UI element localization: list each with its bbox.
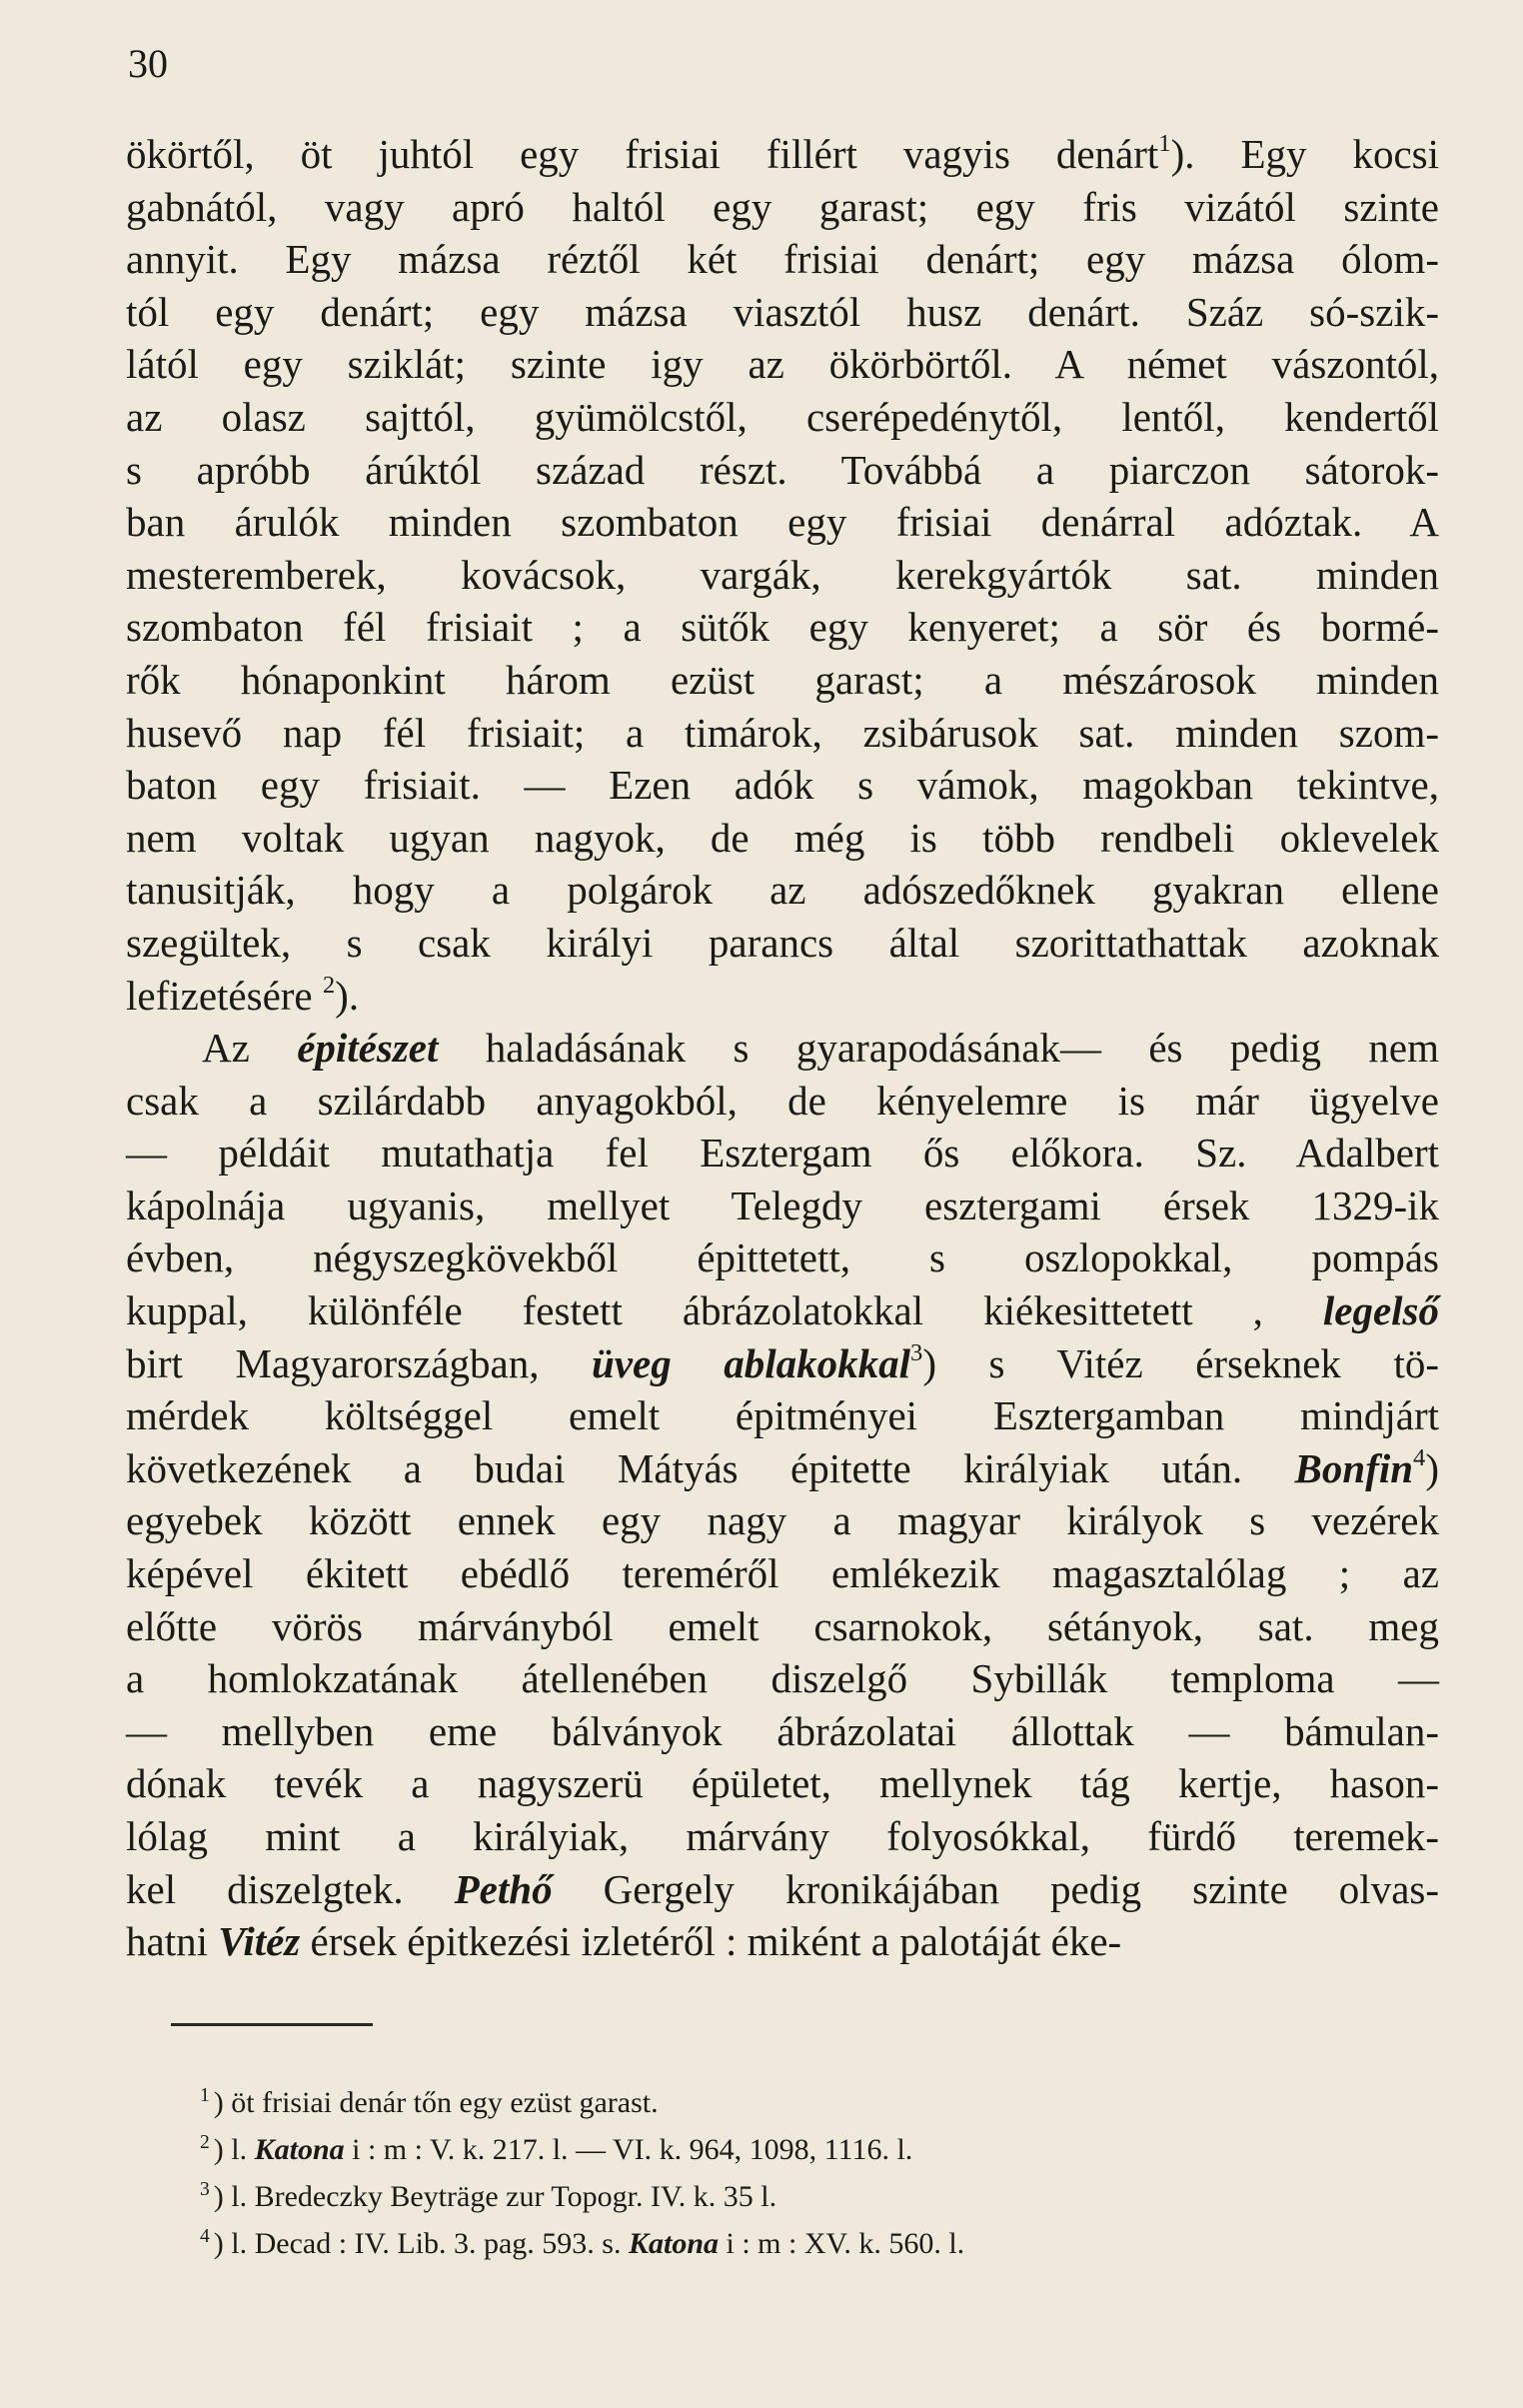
line-text: ban árulók minden szombaton egy frisiai denárral adóztak. A <box>126 499 1439 546</box>
line-text: az olasz sajttól, gyümölcstől, cserépedénytől, lentől, kendertől <box>126 393 1439 440</box>
footnote-paren: ) <box>213 2133 232 2166</box>
footnote-ref: 1 <box>1158 129 1171 157</box>
footnote-text: l. Decad : IV. Lib. 3. pag. 593. s. <box>231 2227 629 2260</box>
emphasis-text: Bonfin <box>1294 1444 1414 1491</box>
page-number: 30 <box>128 41 168 86</box>
line-text: hatni <box>126 1918 219 1965</box>
paragraph-1 <box>126 128 1439 1022</box>
body-line <box>126 864 1439 917</box>
body-line <box>126 1494 1439 1547</box>
line-text: évben, négyszegkövekből épittetett, s oszlopokkal, pompás <box>126 1234 1439 1281</box>
line-text: nem voltak ugyan nagyok, de még is több rendbeli oklevelek <box>126 814 1439 861</box>
body-line <box>126 970 1439 1023</box>
line-text: kuppal, különféle festett ábrázolatokkal kiékesittetett , <box>126 1287 1323 1334</box>
line-text: Gergely kronikájában pedig szinte olvas- <box>552 1865 1440 1912</box>
line-text: annyit. Egy mázsa réztől két frisiai denárt; egy mázsa ólom- <box>126 236 1439 283</box>
line-text: — mellyben eme bálványok ábrázolatai állottak — bámulan- <box>126 1707 1439 1754</box>
line-text: érsek épitkezési izletéről : miként a palotáját éke- <box>300 1918 1122 1965</box>
footnote-number: 3 <box>200 2179 210 2201</box>
body-line <box>126 496 1439 549</box>
line-text: kápolnája ugyanis, mellyet Telegdy esztergami érsek 1329-ik <box>126 1182 1439 1228</box>
footnote-text: i : m : V. k. 217. l. — VI. k. 964, 1098, 1116. l. <box>344 2133 913 2166</box>
body-line <box>126 1389 1439 1442</box>
paragraph-2 <box>126 1022 1439 1968</box>
body-text <box>126 128 1439 1968</box>
emphasis-text: épitészet <box>297 1025 439 1072</box>
body-line <box>126 707 1439 760</box>
emphasis-text: üveg ablakokkal <box>592 1339 911 1386</box>
line-text: rők hónaponkint három ezüst garast; a mészárosok minden <box>126 656 1439 703</box>
emphasis-text: Pethő <box>454 1865 553 1912</box>
body-line <box>126 338 1439 391</box>
body-line <box>126 759 1439 812</box>
body-line <box>126 917 1439 970</box>
footnote-text: i : m : XV. k. 560. l. <box>719 2227 965 2260</box>
body-line <box>126 1705 1439 1758</box>
line-text: baton egy frisiait. — Ezen adók s vámok, magokban tekintve, <box>126 762 1439 809</box>
body-line <box>126 812 1439 865</box>
body-line <box>126 1652 1439 1705</box>
emphasis-text: legelső <box>1322 1287 1439 1334</box>
body-line <box>126 128 1439 181</box>
footnotes <box>200 2079 1239 2267</box>
body-line <box>126 601 1439 654</box>
line-text: ökörtől, öt juhtól egy frisiai fillért vagyis denárt <box>126 131 1159 177</box>
line-text: egyebek között ennek egy nagy a magyar királyok s vezérek <box>126 1497 1439 1544</box>
line-text: birt Magyarországban, <box>126 1339 592 1386</box>
line-text: gabnától, vagy apró haltól egy garast; egy fris vizától szinte <box>126 183 1439 230</box>
line-text: — példáit mutathatja fel Esztergam ős előkora. Sz. Adalbert <box>126 1130 1439 1177</box>
line-text: husevő nap fél frisiait; a timárok, zsibárusok sat. minden szom- <box>126 709 1439 756</box>
body-line <box>126 391 1439 444</box>
body-line <box>126 444 1439 497</box>
footnote-text: l. <box>231 2133 255 2166</box>
footnote-ref: 3 <box>910 1338 923 1366</box>
line-text: ) s Vitéz érseknek tö- <box>922 1339 1439 1386</box>
footnote-divider <box>171 2023 373 2026</box>
body-line <box>126 1757 1439 1810</box>
body-line <box>126 181 1439 234</box>
footnote-number: 4 <box>200 2226 210 2248</box>
body-line <box>126 1284 1439 1337</box>
line-text: ) <box>1425 1444 1439 1491</box>
line-text: ). Egy kocsi <box>1170 131 1439 177</box>
line-text: a homlokzatának átellenében diszelgő Sybillák temploma — <box>126 1655 1439 1702</box>
line-text: mérdek költséggel emelt épitményei Esztergamban mindjárt <box>126 1392 1439 1439</box>
body-line <box>126 1442 1439 1495</box>
body-line <box>126 1127 1439 1180</box>
line-text: ). <box>335 972 360 1019</box>
line-text: dónak tevék a nagyszerü épületet, mellynek tág kertje, hason- <box>126 1760 1439 1807</box>
body-line <box>126 1863 1439 1916</box>
body-line <box>126 286 1439 339</box>
body-line <box>126 549 1439 602</box>
footnote-paren: ) <box>213 2227 232 2260</box>
body-line <box>126 1810 1439 1863</box>
footnote <box>200 2173 1239 2220</box>
line-text: tól egy denárt; egy mázsa viasztól husz denárt. Száz só-szik- <box>126 288 1439 335</box>
line-text: szombaton fél frisiait ; a sütők egy kenyeret; a sör és bormé- <box>126 604 1439 651</box>
footnote-text: l. Bredeczky Beyträge zur Topogr. IV. k. 35 l. <box>231 2180 777 2213</box>
line-text: lefizetésére <box>126 972 323 1019</box>
line-text: következének a budai Mátyás épitette királyiak után. <box>126 1444 1295 1491</box>
body-line <box>126 1915 1439 1968</box>
line-text: lától egy sziklát; szinte igy az ökörbörtől. A német vászontól, <box>126 341 1439 388</box>
footnote-number: 1 <box>200 2085 210 2107</box>
body-line <box>126 1231 1439 1284</box>
footnote-paren: ) <box>213 2180 232 2213</box>
body-line <box>126 1022 1439 1075</box>
footnote <box>200 2126 1239 2173</box>
line-text: kel diszelgtek. <box>126 1865 455 1912</box>
body-line <box>126 654 1439 707</box>
line-text: előtte vörös márványból emelt csarnokok, sétányok, sat. meg <box>126 1602 1439 1649</box>
body-line <box>126 1600 1439 1653</box>
body-line <box>126 233 1439 286</box>
footnote <box>200 2220 1239 2267</box>
line-text: tanusitják, hogy a polgárok az adószedőknek gyakran ellene <box>126 867 1439 914</box>
body-line <box>126 1180 1439 1232</box>
line-text: Az <box>202 1025 298 1072</box>
line-text: mesteremberek, kovácsok, vargák, kerekgyártók sat. minden <box>126 551 1439 598</box>
body-line <box>126 1075 1439 1128</box>
line-text: képével ékitett ebédlő tereméről emlékezik magasztalólag ; az <box>126 1550 1439 1597</box>
footnote <box>200 2079 1239 2126</box>
footnote-text: öt frisiai denár tőn egy ezüst garast. <box>231 2086 659 2119</box>
body-line <box>126 1337 1439 1390</box>
emphasis-text: Vitéz <box>218 1918 301 1965</box>
footnote-paren: ) <box>213 2086 232 2119</box>
line-text: lólag mint a királyiak, márvány folyosókkal, fürdő teremek- <box>126 1813 1439 1859</box>
footnote-number: 2 <box>200 2132 210 2154</box>
line-text: s apróbb árúktól század részt. Továbbá a piarczon sátorok- <box>126 446 1439 493</box>
body-line <box>126 1547 1439 1600</box>
footnote-emphasis: Katona <box>628 2227 720 2260</box>
line-text: csak a szilárdabb anyagokból, de kényelemre is már ügyelve <box>126 1077 1439 1124</box>
line-text: szegültek, s csak királyi parancs által szorittathattak azoknak <box>126 919 1439 966</box>
footnote-ref: 2 <box>322 971 336 999</box>
footnote-emphasis: Katona <box>254 2133 345 2166</box>
line-text: haladásának s gyarapodásának— és pedig nem <box>438 1025 1439 1072</box>
footnote-ref: 4 <box>1413 1443 1426 1471</box>
